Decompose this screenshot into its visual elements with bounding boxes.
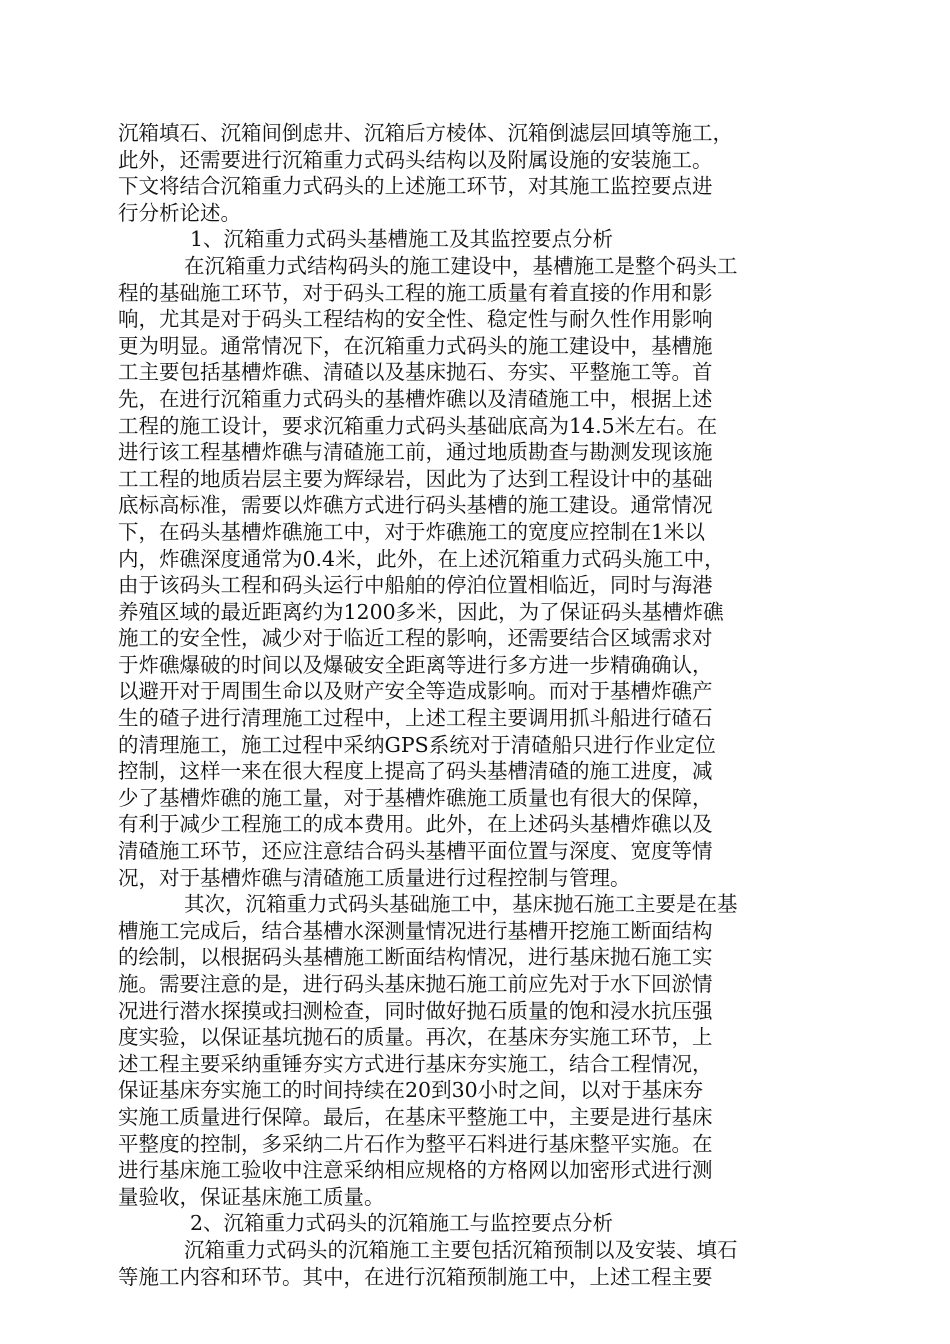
text-line: 其次，沉箱重力式码头基础施工中，基床抛石施工主要是在基 [184,892,738,917]
text-line: 以避开对于周围生命以及财产安全等造成影响。而对于基槽炸礁产 [118,679,713,704]
text-line: 此外，还需要进行沉箱重力式码头结构以及附属设施的安装施工。 [118,147,713,172]
text-line: 况进行潜水探摸或扫测检查，同时做好抛石质量的饱和浸水抗压强 [118,998,713,1023]
document-page [118,120,798,1290]
text-line: 沉箱重力式码头的沉箱施工主要包括沉箱预制以及安装、填石 [184,1237,738,1262]
text-line: 平整度的控制，多采纳二片石作为整平石料进行基床整平实施。在 [118,1131,713,1156]
text-line: 内，炸礁深度通常为0.4米，此外，在上述沉箱重力式码头施工中， [118,546,725,571]
text-line: 有利于减少工程施工的成本费用。此外，在上述码头基槽炸礁以及 [118,812,713,837]
text-line: 生的碴子进行清理施工过程中，上述工程主要调用抓斗船进行碴石 [118,706,713,731]
text-line: 量验收，保证基床施工质量。 [118,1184,385,1209]
text-line: 少了基槽炸礁的施工量，对于基槽炸礁施工质量也有很大的保障， [118,785,713,810]
text-line: 进行基床施工验收中注意采纳相应规格的方格网以加密形式进行测 [118,1158,713,1183]
text-line: 施工的安全性，减少对于临近工程的影响，还需要结合区域需求对 [118,626,713,651]
text-line: 程的基础施工环节，对于码头工程的施工质量有着直接的作用和影 [118,280,713,305]
text-line: 施。需要注意的是，进行码头基床抛石施工前应先对于水下回淤情 [118,972,713,996]
text-line: 于炸礁爆破的时间以及爆破安全距离等进行多方进一步精确确认， [118,652,713,677]
text-line: 先，在进行沉箱重力式码头的基槽炸礁以及清碴施工中，根据上述 [118,386,713,411]
text-line: 工程的施工设计，要求沉箱重力式码头基础底高为14.5米左右。在 [118,413,718,438]
text-line: 控制，这样一来在很大程度上提高了码头基槽清碴的施工进度，减 [118,759,713,784]
text-line: 更为明显。通常情况下，在沉箱重力式码头的施工建设中，基槽施 [118,333,713,358]
text-line: 工主要包括基槽炸礁、清碴以及基床抛石、夯实、平整施工等。首 [118,360,713,385]
text-line: 下，在码头基槽炸礁施工中，对于炸礁施工的宽度应控制在1米以 [118,519,706,544]
text-line: 等施工内容和环节。其中，在进行沉箱预制施工中，上述工程主要 [118,1264,713,1289]
text-line: 进行该工程基槽炸礁与清碴施工前，通过地质勘查与勘测发现该施 [118,440,713,465]
text-line: 清碴施工环节，还应注意结合码头基槽平面位置与深度、宽度等情 [118,839,713,864]
text-line: 度实验，以保证基坑抛石的质量。再次，在基床夯实施工环节，上 [118,1025,713,1050]
text-line: 沉箱填石、沉箱间倒虑井、沉箱后方棱体、沉箱倒滤层回填等施工， [118,121,733,145]
text-line: 的清理施工，施工过程中采纳GPS系统对于清碴船只进行作业定位 [118,732,716,757]
text-line: 实施工质量进行保障。最后，在基床平整施工中，主要是进行基床 [118,1104,713,1129]
text-line: 工工程的地质岩层主要为辉绿岩，因此为了达到工程设计中的基础 [118,466,713,491]
text-line: 行分析论述。 [118,200,241,225]
text-line: 底标高标准，需要以炸礁方式进行码头基槽的施工建设。通常情况 [118,493,713,518]
text-line: 槽施工完成后，结合基槽水深测量情况进行基槽开挖施工断面结构 [118,918,713,943]
text-line: 由于该码头工程和码头运行中船舶的停泊位置相临近，同时与海港 [118,573,713,598]
section-heading: 2、沉箱重力式码头的沉箱施工与监控要点分析 [190,1211,614,1236]
text-line: 响，尤其是对于码头工程结构的安全性、稳定性与耐久性作用影响 [118,307,713,332]
text-line: 养殖区域的最近距离约为1200多米，因此，为了保证码头基槽炸礁 [118,599,724,624]
text-line: 况，对于基槽炸礁与清碴施工质量进行过程控制与管理。 [118,865,631,890]
text-line: 的绘制，以根据码头基槽施工断面结构情况，进行基床抛石施工实 [118,945,713,970]
text-line: 下文将结合沉箱重力式码头的上述施工环节，对其施工监控要点进 [118,174,713,199]
section-heading: 1、沉箱重力式码头基槽施工及其监控要点分析 [190,227,614,252]
text-line: 保证基床夯实施工的时间持续在20到30小时之间，以对于基床夯 [118,1078,704,1103]
text-line: 述工程主要采纳重锤夯实方式进行基床夯实施工，结合工程情况， [118,1051,713,1076]
text-line: 在沉箱重力式结构码头的施工建设中，基槽施工是整个码头工 [184,253,738,278]
